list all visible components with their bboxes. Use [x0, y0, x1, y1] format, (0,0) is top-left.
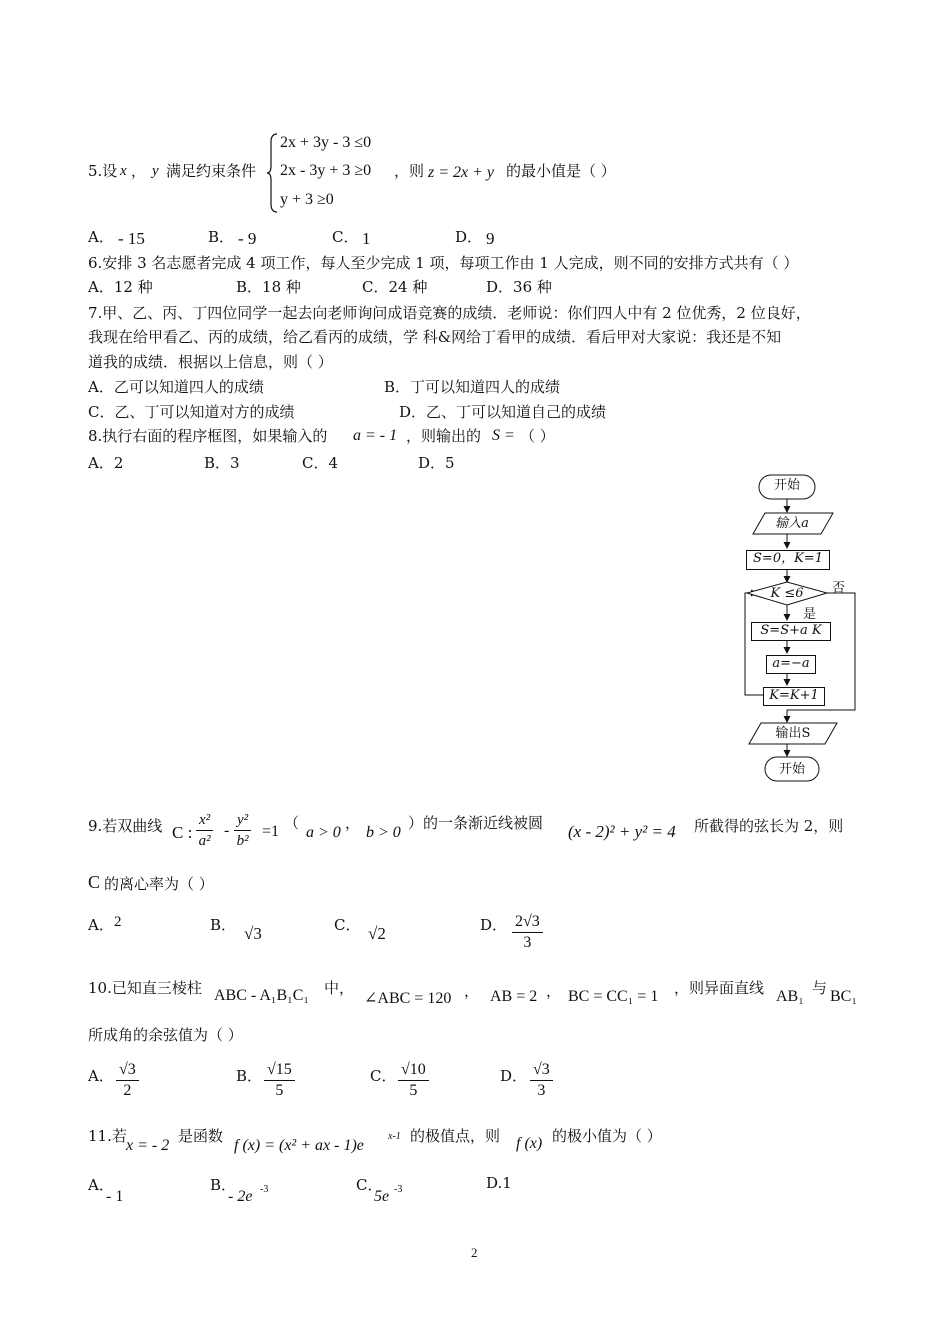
- q10-opt-a-label: A．: [88, 1067, 114, 1085]
- q8-opt-a: A．2: [88, 454, 124, 472]
- q8-opt-d: D．5: [418, 454, 455, 472]
- q9-line2: 的离心率为（ ）: [104, 875, 214, 893]
- q10-opt-b-den: 5: [275, 1082, 284, 1099]
- q10-opt-b-frac: [264, 1060, 295, 1101]
- q11-opt-b-label: B．: [210, 1176, 237, 1194]
- flowchart-start: 开始: [773, 478, 800, 493]
- q11-opt-a-value: - 1: [106, 1188, 124, 1205]
- q11-opt-a-label: A．: [88, 1176, 114, 1194]
- q11-expr-a: x = - 2: [126, 1137, 170, 1154]
- q5-opt-b-label: B．: [208, 228, 235, 246]
- q6-opt-b: B．18 种: [236, 278, 301, 296]
- q9-cond-a: a > 0: [306, 824, 341, 841]
- q9-line2-c: C: [88, 872, 101, 892]
- q10-sep-1: ，: [464, 982, 480, 1000]
- q5-opt-a-value: - 15: [118, 229, 145, 248]
- q10-sep-2: ，: [546, 982, 562, 1000]
- q5-opt-d-value: 9: [486, 229, 495, 248]
- q11-func2: f (x): [516, 1135, 543, 1152]
- q9-stem-b: ）的一条渐近线被圆: [408, 814, 544, 832]
- flowchart-yes: 是: [803, 607, 817, 622]
- q5-opt-a-label: A．: [88, 228, 114, 246]
- q11-stem-b: 是函数: [178, 1127, 224, 1145]
- flowchart-output: 输出S: [775, 726, 811, 741]
- q10-angle: ∠ABC = 120: [364, 990, 452, 1007]
- q11-stem-c: 的极值点，则: [410, 1127, 501, 1145]
- q9-c-label: C :: [172, 823, 193, 842]
- q10-stem-b: 中，: [324, 979, 355, 997]
- q5-var-y: y: [152, 163, 159, 179]
- q11-func: f (x) = (x² + ax - 1)e: [234, 1137, 364, 1154]
- q10-opt-d-frac: [530, 1060, 553, 1101]
- q6-opt-a: A．12 种: [88, 278, 153, 296]
- flowchart-step-negate: a=−a: [766, 655, 816, 674]
- q9-y2: y²: [234, 810, 251, 831]
- q5-brace: [266, 132, 280, 214]
- q11-opt-c-label: C．: [356, 1176, 383, 1194]
- q11-exp: x-1: [388, 1131, 401, 1142]
- q10-opt-c-num: √10: [398, 1060, 429, 1081]
- flowchart-no: 否: [832, 581, 846, 596]
- q10-ab1: AB₁: [776, 988, 804, 1005]
- q5-sep: ，: [131, 162, 147, 180]
- flowchart-step-sum: S=S+a K: [751, 622, 831, 641]
- q7-opt-a: A．乙可以知道四人的成绩: [88, 378, 264, 396]
- q7-opt-d: D．乙、丁可以知道自己的成绩: [399, 403, 607, 421]
- q10-opt-a-den: 2: [123, 1082, 132, 1099]
- q10-prism: ABC - A₁B₁C₁: [214, 987, 309, 1004]
- q9-opt-b-label: B．: [210, 916, 237, 934]
- q7-line-3: 道我的成绩．根据以上信息，则（ ）: [88, 353, 333, 371]
- q10-line2: 所成角的余弦值为（ ）: [88, 1026, 243, 1044]
- q10-opt-b-label: B．: [236, 1067, 263, 1085]
- q6-opt-c: C．24 种: [362, 278, 428, 296]
- q9-frac-y: [234, 810, 251, 851]
- q8-stem-a: 8.执行右面的程序框图，如果输入的: [88, 427, 328, 445]
- q5-constraint-2: 2x - 3y + 3 ≥0: [280, 162, 372, 179]
- q10-and: 与: [812, 979, 828, 997]
- q9-opt-a-label: A．: [88, 916, 114, 934]
- q7-line-1: 7.甲、乙、丙、丁四位同学一起去向老师询问成语竞赛的成绩．老师说：你们四人中有 2 位优秀，2 位良好，: [88, 304, 811, 322]
- q5-opt-c-label: C．: [332, 228, 359, 246]
- q10-stem-c: ，则异面直线: [674, 979, 765, 997]
- q8-expr-s: S =: [492, 427, 515, 444]
- page-number: 2: [471, 1245, 478, 1260]
- q6-opt-d: D．36 种: [486, 278, 552, 296]
- q10-opt-d-label: D．: [500, 1067, 528, 1085]
- flowchart-step-increment: K=K+1: [763, 687, 825, 706]
- q7-opt-c: C．乙、丁可以知道对方的成绩: [88, 403, 295, 421]
- q9-stem-a: 9.若双曲线: [88, 817, 163, 835]
- q6-stem: 6.安排 3 名志愿者完成 4 项工作，每人至少完成 1 项，每项工作由 1 人完成，则不同的安排方式共有（ ）: [88, 254, 799, 272]
- q5-var-x: x: [120, 163, 127, 179]
- q11-opt-b-sup: -3: [260, 1184, 269, 1195]
- q9-opt-a-value: 2: [114, 914, 122, 930]
- q8-opt-b: B．3: [204, 454, 240, 472]
- q9-opt-c-label: C．: [334, 916, 361, 934]
- flowchart-input: 输入a: [775, 516, 809, 531]
- q5-constraint-1: 2x + 3y - 3 ≤0: [280, 134, 372, 151]
- q9-stem-c: 所截得的弦长为 2，则: [694, 817, 844, 835]
- q10-opt-a-frac: [116, 1060, 139, 1101]
- q9-opt-b-value: √3: [244, 924, 262, 943]
- q10-opt-a-num: √3: [116, 1060, 139, 1081]
- q10-opt-c-frac: [398, 1060, 429, 1101]
- q9-paren-l: （: [284, 814, 300, 832]
- q9-frac-x: [196, 810, 213, 851]
- flowchart-init: S=0，K=1: [746, 550, 830, 570]
- q9-opt-c-value: √2: [368, 924, 386, 943]
- q9-opt-d-den: 3: [523, 934, 532, 951]
- q10-bc1: BC₁: [830, 988, 857, 1005]
- q9-x2: x²: [196, 810, 213, 831]
- q8-opt-c: C．4: [302, 454, 339, 472]
- q8-stem-c: （ ）: [520, 427, 555, 445]
- q11-stem-d: 的极小值为（ ）: [552, 1127, 662, 1145]
- q5-stem-a: 5.设: [88, 162, 118, 180]
- q9-opt-d-label: D．: [480, 916, 508, 934]
- q9-eq1: =1: [262, 823, 280, 840]
- q7-opt-b: B．丁可以知道四人的成绩: [384, 378, 561, 396]
- q5-opt-c-value: 1: [362, 229, 371, 248]
- q9-comma: ，: [345, 814, 361, 832]
- q9-b2: b²: [236, 833, 249, 849]
- q8-stem-b: ，则输出的: [406, 427, 482, 445]
- q11-stem-a: 11.若: [88, 1127, 127, 1145]
- q9-opt-d-frac: [512, 912, 543, 953]
- q11-opt-c-sup: -3: [394, 1184, 403, 1195]
- q5-constraint-3: y + 3 ≥0: [280, 191, 334, 208]
- q10-stem-a: 10.已知直三棱柱: [88, 979, 202, 997]
- q10-opt-c-den: 5: [409, 1082, 418, 1099]
- q5-stem-c: ，则: [394, 162, 425, 180]
- q10-ab: AB = 2: [490, 988, 538, 1005]
- q9-a2: a²: [198, 833, 211, 849]
- q5-stem-b: 满足约束条件: [166, 162, 257, 180]
- q5-opt-b-value: - 9: [238, 229, 257, 248]
- q9-minus: -: [224, 822, 230, 839]
- q11-opt-b-value: - 2e: [228, 1188, 253, 1205]
- q10-opt-b-num: √15: [264, 1060, 295, 1081]
- q5-expr: z = 2x + y: [428, 164, 495, 181]
- q9-cond-b: b > 0: [366, 824, 401, 841]
- q10-opt-c-label: C．: [370, 1067, 397, 1085]
- q10-bc: BC = CC₁ = 1: [568, 988, 659, 1005]
- q5-stem-d: 的最小值是（ ）: [506, 162, 616, 180]
- q5-opt-d-label: D．: [455, 228, 483, 246]
- q11-opt-c-value: 5e: [374, 1188, 390, 1205]
- q7-line-2: 我现在给甲看乙、丙的成绩，给乙看丙的成绩，学 科&网给丁看甲的成绩．看后甲对大家说：我还是不知: [88, 328, 782, 346]
- q9-opt-d-num: 2√3: [512, 912, 543, 933]
- q9-circle: (x - 2)² + y² = 4: [568, 822, 676, 841]
- flowchart-condition: K ≤6: [770, 586, 804, 601]
- flowchart-end: 开始: [778, 762, 805, 777]
- q10-opt-d-num: √3: [530, 1060, 553, 1081]
- q10-opt-d-den: 3: [537, 1082, 546, 1099]
- q8-expr-a: a = - 1: [353, 427, 398, 444]
- q11-opt-d-label: D.1: [486, 1174, 512, 1192]
